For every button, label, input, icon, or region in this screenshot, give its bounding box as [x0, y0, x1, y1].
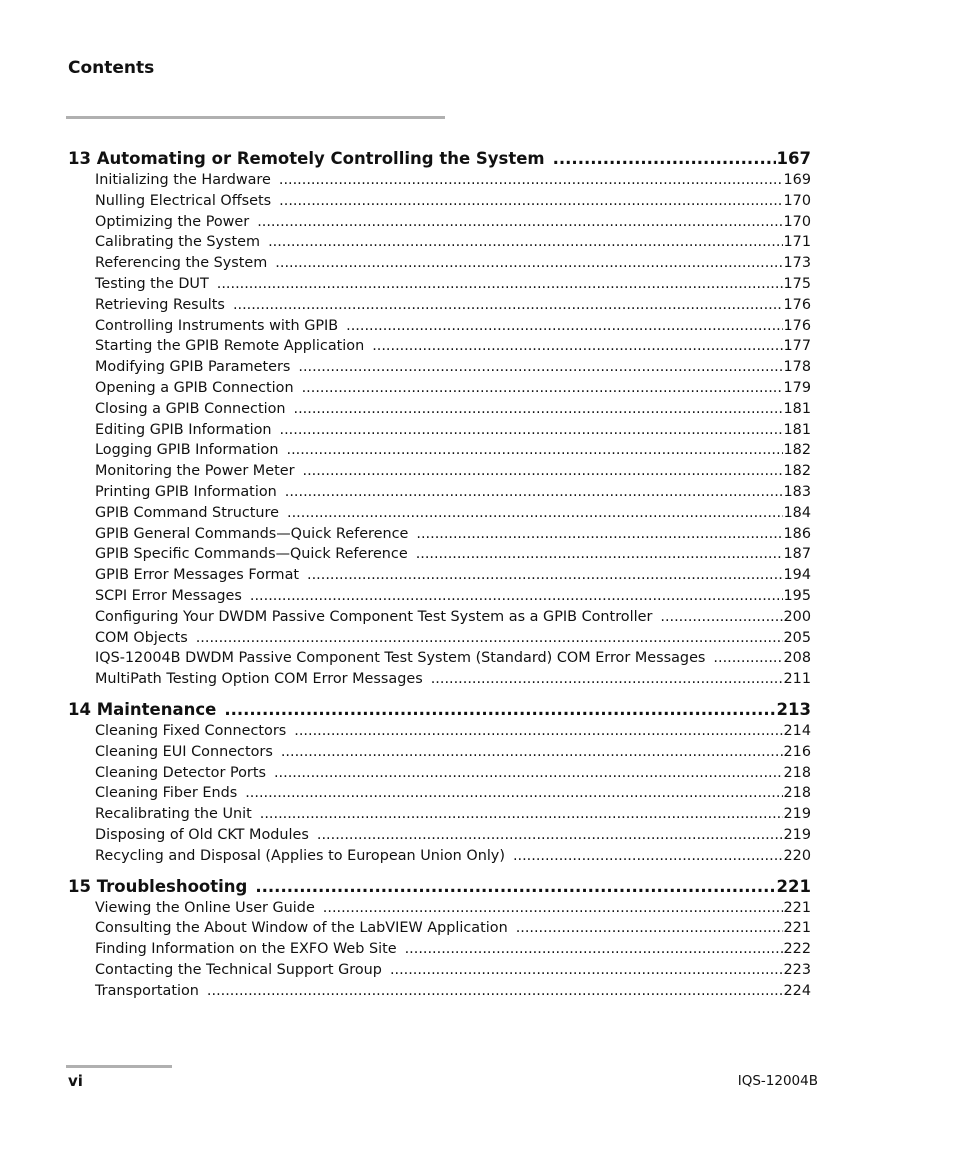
toc-entry[interactable] — [68, 846, 811, 867]
toc-leader-dots — [416, 544, 783, 565]
toc-entry-label: Calibrating the System — [95, 234, 261, 251]
toc-leader-dots — [294, 721, 782, 742]
toc-chapter — [68, 148, 811, 690]
toc-leader-dots — [317, 825, 783, 846]
toc-entry[interactable] — [68, 565, 811, 586]
header-divider — [66, 116, 445, 119]
toc-entry-label: GPIB Specific Commands—Quick Reference — [95, 546, 408, 563]
toc-entry[interactable] — [68, 316, 811, 337]
toc-leader-dots — [275, 253, 782, 274]
toc-entry[interactable] — [68, 191, 811, 212]
toc-entry-label: Opening a GPIB Connection — [95, 379, 294, 396]
toc-chapter — [68, 876, 811, 1002]
footer-divider — [66, 1065, 172, 1068]
toc-entry-page: 181 — [783, 400, 811, 417]
table-of-contents — [68, 148, 811, 1010]
toc-entry-label: Modifying GPIB Parameters — [95, 359, 291, 376]
toc-entry[interactable] — [68, 461, 811, 482]
footer-document-id: IQS-12004B — [737, 1073, 818, 1089]
toc-entry-page: 219 — [783, 806, 811, 823]
toc-entry-label: Monitoring the Power Meter — [95, 463, 295, 480]
toc-entry-label: Consulting the About Window of the LabVIEW Application — [95, 920, 508, 937]
toc-entry-label: Cleaning Fixed Connectors — [95, 722, 287, 739]
toc-leader-dots — [416, 524, 782, 545]
toc-entry-page: 219 — [783, 826, 811, 843]
toc-entry[interactable] — [68, 607, 811, 628]
toc-entry[interactable] — [68, 170, 811, 191]
toc-entry-page: 176 — [783, 296, 811, 313]
toc-entry-label: MultiPath Testing Option COM Error Messages — [95, 671, 423, 688]
toc-leader-dots — [302, 378, 783, 399]
toc-entry-label: Optimizing the Power — [95, 213, 250, 230]
toc-leader-dots — [287, 503, 783, 524]
toc-entry-label: Cleaning Detector Ports — [95, 764, 266, 781]
toc-entry-label: Contacting the Technical Support Group — [95, 961, 382, 978]
toc-entry[interactable] — [68, 295, 811, 316]
footer-page-number: vi — [68, 1072, 83, 1090]
toc-entry-label: GPIB Command Structure — [95, 504, 280, 521]
toc-entry-label: Configuring Your DWDM Passive Component Test System as a GPIB Controller — [95, 608, 653, 625]
toc-entry-label: Disposing of Old CKT Modules — [95, 826, 309, 843]
toc-leader-dots — [279, 170, 783, 191]
toc-entry-label: Finding Information on the EXFO Web Site — [95, 941, 397, 958]
toc-entry-label: Initializing the Hardware — [95, 172, 271, 188]
toc-entry[interactable] — [68, 918, 811, 939]
toc-chapter-page: 213 — [776, 699, 811, 719]
toc-entry-page: 214 — [783, 722, 811, 739]
toc-entry-label: Controlling Instruments with GPIB — [95, 317, 339, 334]
toc-entry[interactable] — [68, 378, 811, 399]
toc-leader-dots — [260, 804, 783, 825]
toc-entry-page: 208 — [783, 650, 811, 667]
toc-leader-dots — [233, 295, 783, 316]
toc-entry[interactable] — [68, 939, 811, 960]
toc-entry-label: SCPI Error Messages — [95, 587, 242, 604]
toc-leader-dots — [298, 357, 782, 378]
toc-entry-page: 184 — [783, 504, 811, 521]
toc-chapter-page: 167 — [776, 149, 811, 168]
toc-leader-dots — [303, 461, 783, 482]
toc-entry-page: 177 — [783, 338, 811, 355]
page-title: Contents — [68, 58, 155, 78]
toc-entry[interactable] — [68, 357, 811, 378]
toc-entry-label: Referencing the System — [95, 255, 268, 272]
toc-leader-dots — [217, 274, 783, 295]
toc-leader-dots — [274, 763, 783, 784]
toc-entry-label: Viewing the Online User Guide — [95, 899, 315, 916]
toc-entry-page: 194 — [783, 567, 811, 584]
toc-entry-label: Testing the DUT — [95, 275, 209, 292]
toc-entry-page: 171 — [783, 234, 811, 251]
toc-leader-dots — [405, 939, 783, 960]
toc-entry-label: IQS-12004B DWDM Passive Component Test System (Standard) COM Error Messages — [95, 650, 706, 667]
toc-entry-page: 186 — [783, 525, 811, 542]
toc-chapter-page: 221 — [776, 876, 811, 896]
toc-entry-page: 175 — [783, 275, 811, 292]
toc-entry[interactable] — [68, 440, 811, 461]
toc-entry[interactable] — [68, 544, 811, 565]
toc-leader-dots — [294, 399, 783, 420]
toc-entry-page: 176 — [783, 317, 811, 334]
toc-entry[interactable] — [68, 825, 811, 846]
toc-chapter-title: 13 Automating or Remotely Controlling the System — [68, 149, 545, 168]
toc-entry[interactable] — [68, 898, 811, 919]
toc-entry-page: 182 — [783, 442, 811, 459]
toc-entry-label: Logging GPIB Information — [95, 442, 279, 459]
toc-entry-label: Nulling Electrical Offsets — [95, 192, 272, 209]
toc-entry[interactable] — [68, 721, 811, 742]
toc-entry-label: Cleaning Fiber Ends — [95, 785, 238, 802]
toc-entry-page: 220 — [783, 847, 811, 864]
toc-entry[interactable] — [68, 399, 811, 420]
toc-entry-page: 195 — [783, 587, 811, 604]
toc-leader-dots — [268, 232, 782, 253]
toc-entry-page: 205 — [783, 629, 811, 646]
toc-entry-page: 224 — [783, 982, 811, 999]
toc-chapter-heading[interactable] — [68, 876, 811, 898]
toc-leader-dots — [257, 212, 782, 233]
toc-entry-label: COM Objects — [95, 629, 188, 646]
toc-entry[interactable] — [68, 482, 811, 503]
toc-leader-dots — [245, 783, 782, 804]
toc-entry-page: 218 — [783, 764, 811, 781]
toc-entry-page: 170 — [783, 192, 811, 209]
toc-entry-label: Starting the GPIB Remote Application — [95, 338, 365, 355]
toc-leader-dots — [279, 191, 782, 212]
toc-entry-page: 221 — [783, 899, 811, 916]
toc-entry[interactable] — [68, 669, 811, 690]
toc-entry-page: 181 — [783, 421, 811, 438]
toc-leader-dots — [713, 648, 782, 669]
toc-entry-page: 169 — [783, 172, 811, 188]
toc-chapter-heading[interactable] — [68, 148, 811, 170]
toc-entry[interactable] — [68, 524, 811, 545]
toc-entry-page: 179 — [783, 379, 811, 396]
toc-leader-dots — [255, 876, 775, 898]
toc-entry[interactable] — [68, 981, 811, 1002]
toc-entry[interactable] — [68, 212, 811, 233]
toc-entry-page: 183 — [783, 483, 811, 500]
toc-entry[interactable] — [68, 648, 811, 669]
toc-entry-page: 216 — [783, 743, 811, 760]
toc-entry-label: Closing a GPIB Connection — [95, 400, 286, 417]
toc-chapter-heading[interactable] — [68, 699, 811, 721]
toc-entry-label: Printing GPIB Information — [95, 483, 277, 500]
toc-entry[interactable] — [68, 503, 811, 524]
toc-entry[interactable] — [68, 742, 811, 763]
toc-entry-page: 170 — [783, 213, 811, 230]
toc-chapter-title: 14 Maintenance — [68, 699, 217, 719]
toc-chapter — [68, 699, 811, 867]
toc-entry-label: Retrieving Results — [95, 296, 225, 313]
toc-leader-dots — [307, 565, 783, 586]
toc-entry[interactable] — [68, 783, 811, 804]
toc-entry-page: 173 — [783, 255, 811, 272]
toc-entry[interactable] — [68, 336, 811, 357]
toc-leader-dots — [285, 482, 783, 503]
toc-leader-dots — [660, 607, 782, 628]
toc-leader-dots — [323, 898, 783, 919]
toc-entry[interactable] — [68, 628, 811, 649]
toc-entry[interactable] — [68, 274, 811, 295]
toc-leader-dots — [281, 742, 783, 763]
toc-entry-label: Editing GPIB Information — [95, 421, 272, 438]
toc-leader-dots — [196, 628, 783, 649]
toc-entry[interactable] — [68, 960, 811, 981]
toc-leader-dots — [287, 440, 783, 461]
toc-entry[interactable] — [68, 420, 811, 441]
toc-entry-label: Recalibrating the Unit — [95, 806, 252, 823]
toc-entry-page: 222 — [783, 941, 811, 958]
toc-leader-dots — [372, 336, 782, 357]
toc-leader-dots — [516, 918, 783, 939]
toc-leader-dots — [224, 699, 775, 721]
toc-entry-label: Cleaning EUI Connectors — [95, 743, 273, 760]
toc-entry[interactable] — [68, 253, 811, 274]
toc-entry-label: GPIB Error Messages Format — [95, 567, 300, 584]
toc-entry-page: 182 — [783, 463, 811, 480]
toc-entry-page: 221 — [783, 920, 811, 937]
toc-entry-page: 200 — [783, 608, 811, 625]
toc-leader-dots — [207, 981, 783, 1002]
toc-leader-dots — [513, 846, 783, 867]
toc-leader-dots — [553, 148, 776, 170]
toc-chapter-title: 15 Troubleshooting — [68, 876, 248, 896]
toc-entry-page: 211 — [783, 671, 811, 688]
toc-entry-page: 218 — [783, 785, 811, 802]
toc-entry-label: Transportation — [95, 982, 199, 999]
toc-entry-label: Recycling and Disposal (Applies to European Union Only) — [95, 847, 505, 864]
toc-entry-label: GPIB General Commands—Quick Reference — [95, 525, 409, 542]
toc-entry[interactable] — [68, 763, 811, 784]
toc-entry-page: 223 — [783, 961, 811, 978]
toc-leader-dots — [390, 960, 783, 981]
toc-entry-page: 187 — [783, 546, 811, 563]
toc-leader-dots — [250, 586, 783, 607]
toc-leader-dots — [280, 420, 783, 441]
toc-leader-dots — [431, 669, 783, 690]
toc-leader-dots — [346, 316, 782, 337]
toc-entry[interactable] — [68, 804, 811, 825]
toc-entry[interactable] — [68, 586, 811, 607]
toc-entry[interactable] — [68, 232, 811, 253]
toc-entry-page: 178 — [783, 359, 811, 376]
